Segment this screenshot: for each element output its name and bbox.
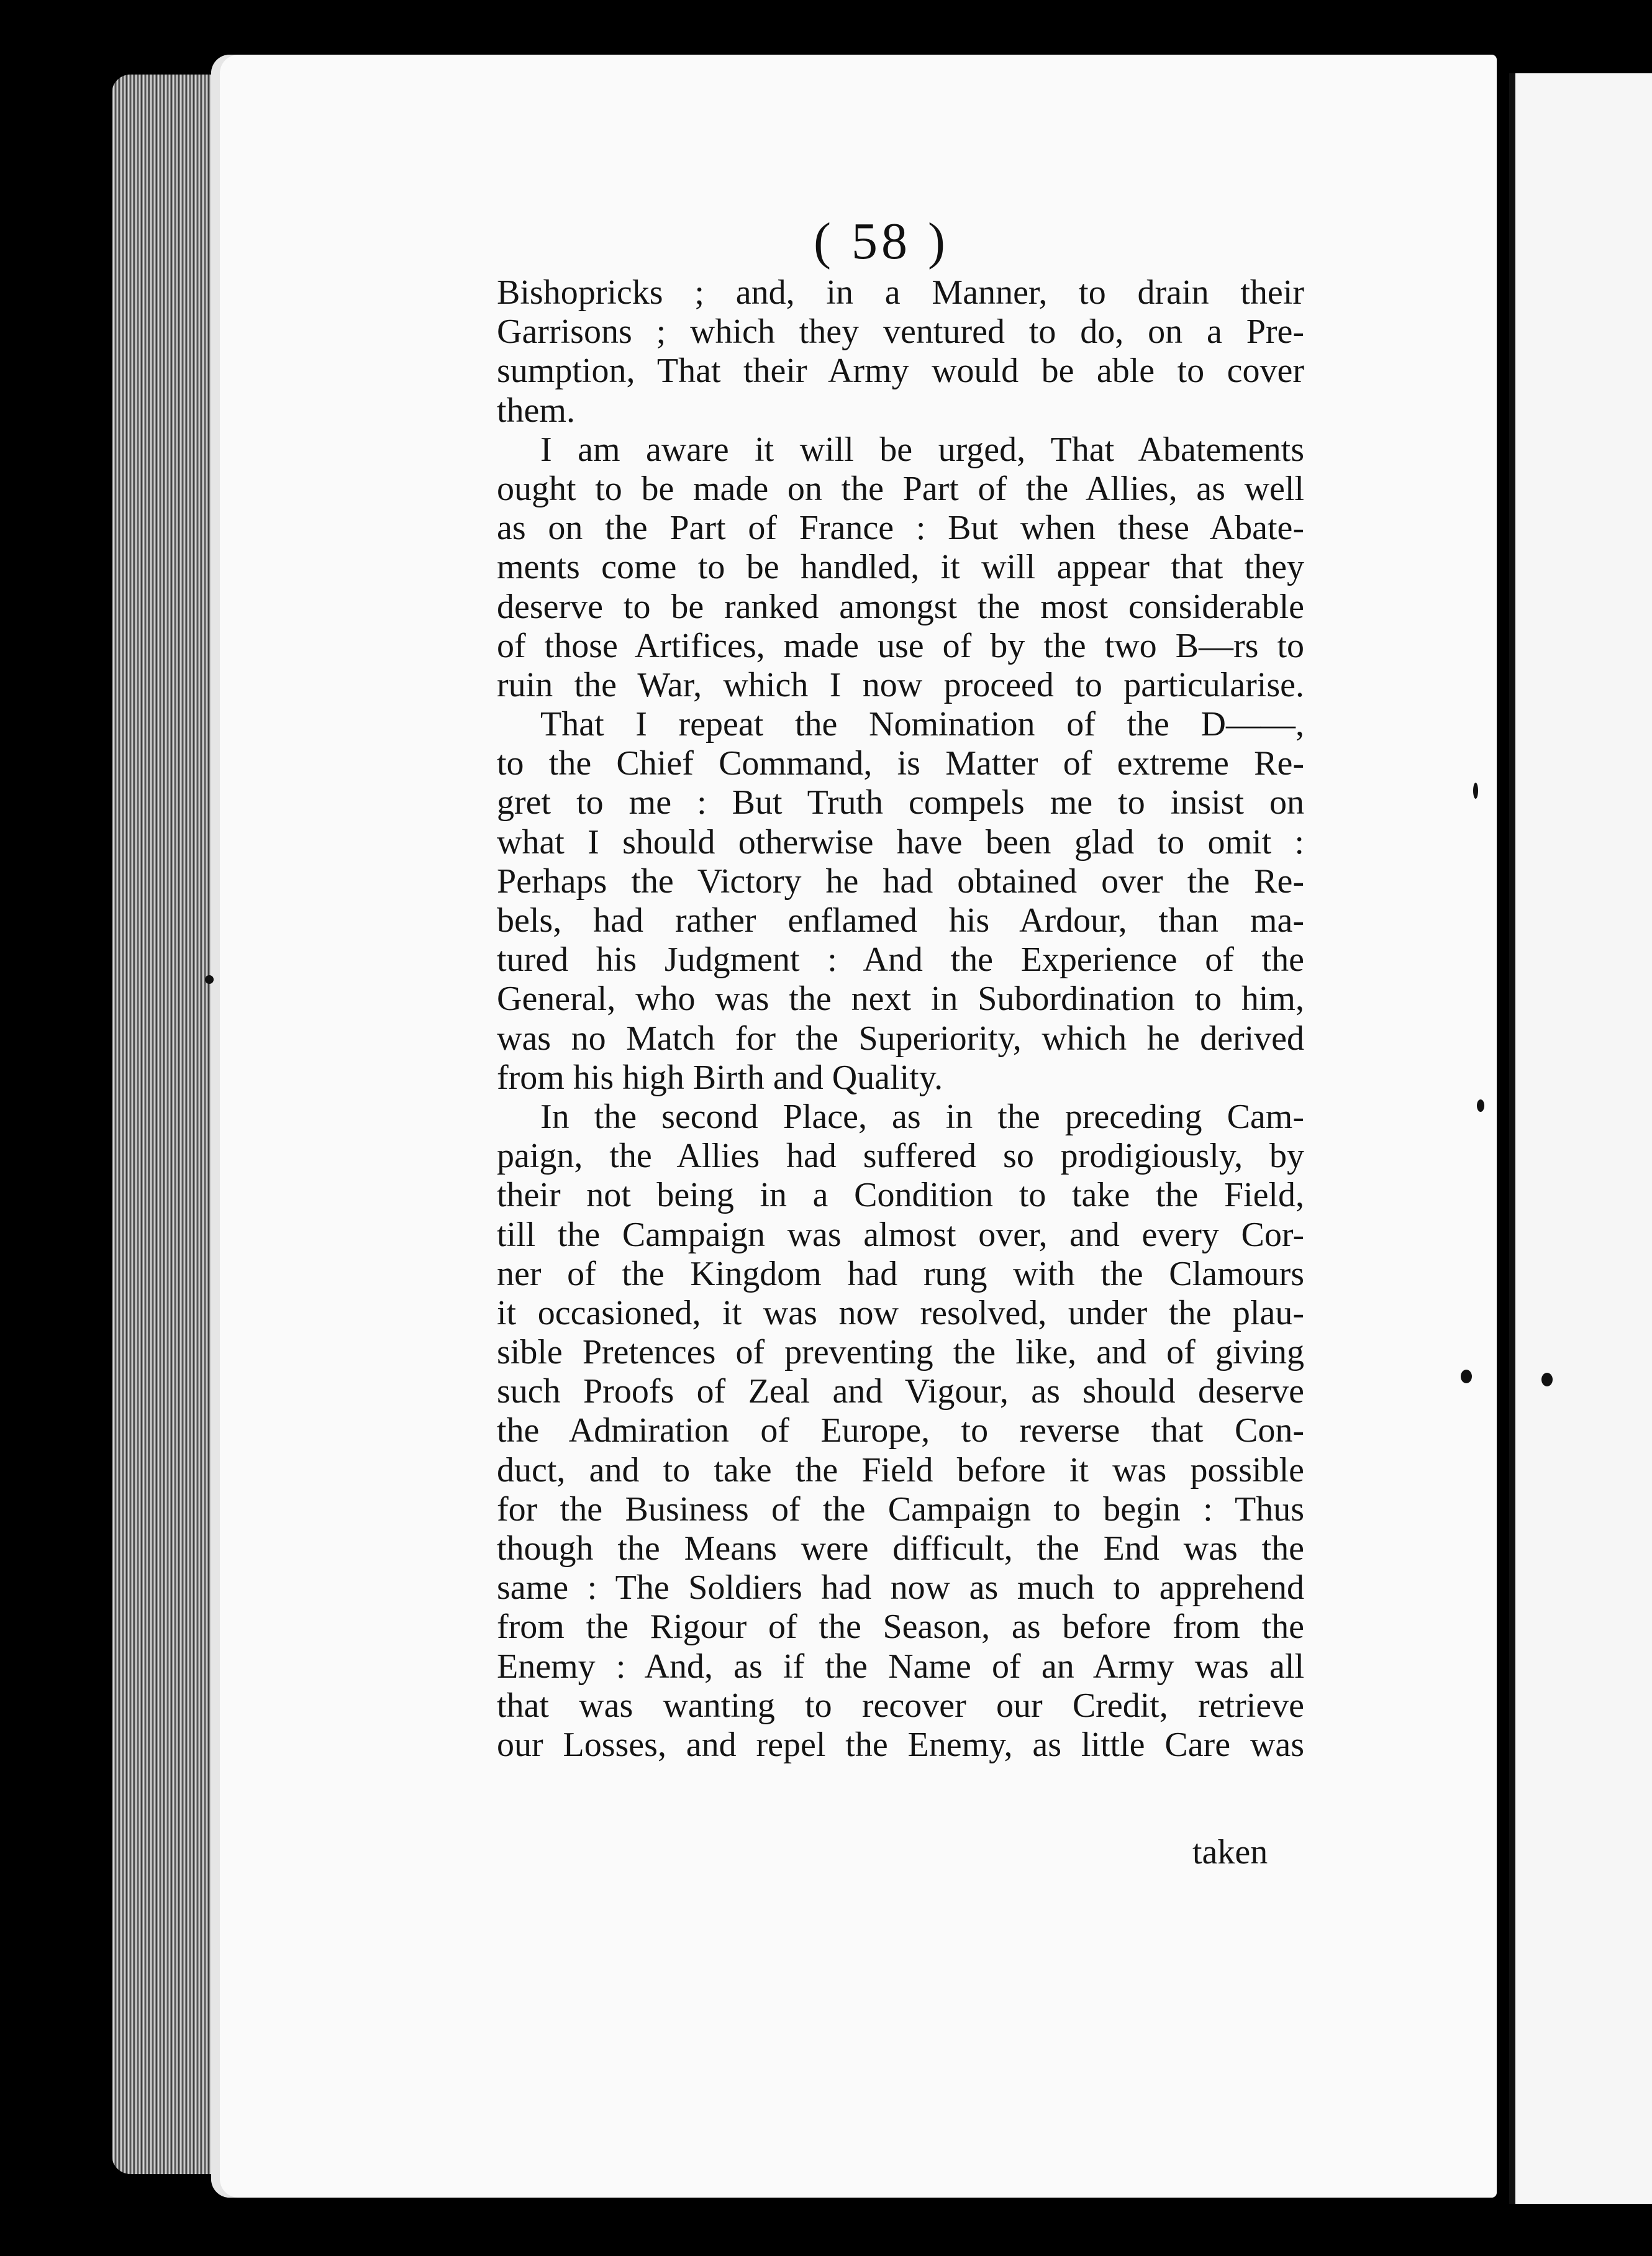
text-line: them. xyxy=(497,391,575,430)
text-line: the Admiration of Europe, to reverse that Con- xyxy=(497,1411,1304,1450)
text-line: Enemy : And, as if the Name of an Army was all xyxy=(497,1647,1304,1686)
text-line: deserve to be ranked amongst the most considerable xyxy=(497,587,1304,626)
text-line: was no Match for the Superiority, which he derived xyxy=(497,1019,1304,1058)
text-line: though the Means were difficult, the End was the xyxy=(497,1529,1304,1568)
text-line: to the Chief Command, is Matter of extreme Re- xyxy=(497,744,1304,783)
text-line: of those Artifices, made use of by the two B—rs to xyxy=(497,626,1304,665)
margin-mark xyxy=(1473,783,1478,799)
text-line: ments come to be handled, it will appear that they xyxy=(497,548,1304,587)
text-line: gret to me : But Truth compels me to insist on xyxy=(497,783,1304,822)
text-line: that was wanting to recover our Credit, retrieve xyxy=(497,1686,1304,1725)
facing-page-edge xyxy=(1509,73,1652,2204)
text-line: In the second Place, as in the preceding Cam- xyxy=(540,1097,1304,1136)
text-line: General, who was the next in Subordination to him, xyxy=(497,980,1304,1019)
text-line: from his high Birth and Quality. xyxy=(497,1058,943,1097)
text-line: our Losses, and repel the Enemy, as little Care was xyxy=(497,1725,1304,1764)
text-line: sumption, That their Army would be able to cover xyxy=(497,352,1304,391)
text-line: ruin the War, which I now proceed to particularise. xyxy=(497,665,1304,704)
text-line: sible Pretences of preventing the like, and of giving xyxy=(497,1333,1304,1372)
text-line: for the Business of the Campaign to begin : Thus xyxy=(497,1490,1304,1529)
body-text xyxy=(497,273,1304,1765)
text-line: Perhaps the Victory he had obtained over the Re- xyxy=(497,862,1304,901)
text-line: Bishopricks ; and, in a Manner, to drain their xyxy=(497,273,1304,312)
text-line: paign, the Allies had suffered so prodigiously, by xyxy=(497,1137,1304,1176)
text-line: I am aware it will be urged, That Abatements xyxy=(540,430,1304,469)
text-line: tured his Judgment : And the Experience of the xyxy=(497,940,1304,980)
text-line: That I repeat the Nomination of the D——, xyxy=(540,705,1304,744)
margin-mark xyxy=(205,975,214,984)
text-line: same : The Soldiers had now as much to apprehend xyxy=(497,1568,1304,1608)
text-line: Garrisons ; which they ventured to do, on a Pre- xyxy=(497,312,1304,352)
margin-mark xyxy=(1541,1373,1553,1386)
text-line: ought to be made on the Part of the Allies, as well xyxy=(497,469,1304,508)
text-line: duct, and to take the Field before it was possible xyxy=(497,1450,1304,1490)
text-line: ner of the Kingdom had rung with the Clamours xyxy=(497,1254,1304,1293)
catchword: taken xyxy=(1192,1833,1268,1872)
margin-mark xyxy=(1477,1099,1484,1112)
text-line: it occasioned, it was now resolved, under the plau- xyxy=(497,1293,1304,1332)
page-number: ( 58 ) xyxy=(814,212,949,270)
text-line: as on the Part of France : But when these Abate- xyxy=(497,509,1304,548)
text-line: such Proofs of Zeal and Vigour, as should deserve xyxy=(497,1372,1304,1411)
text-line: their not being in a Condition to take the Field, xyxy=(497,1176,1304,1215)
text-line: from the Rigour of the Season, as before from the xyxy=(497,1608,1304,1647)
margin-mark xyxy=(1461,1370,1472,1383)
text-line: what I should otherwise have been glad to omit : xyxy=(497,822,1304,862)
text-line: bels, had rather enflamed his Ardour, than ma- xyxy=(497,901,1304,940)
text-line: till the Campaign was almost over, and every Cor- xyxy=(497,1215,1304,1254)
